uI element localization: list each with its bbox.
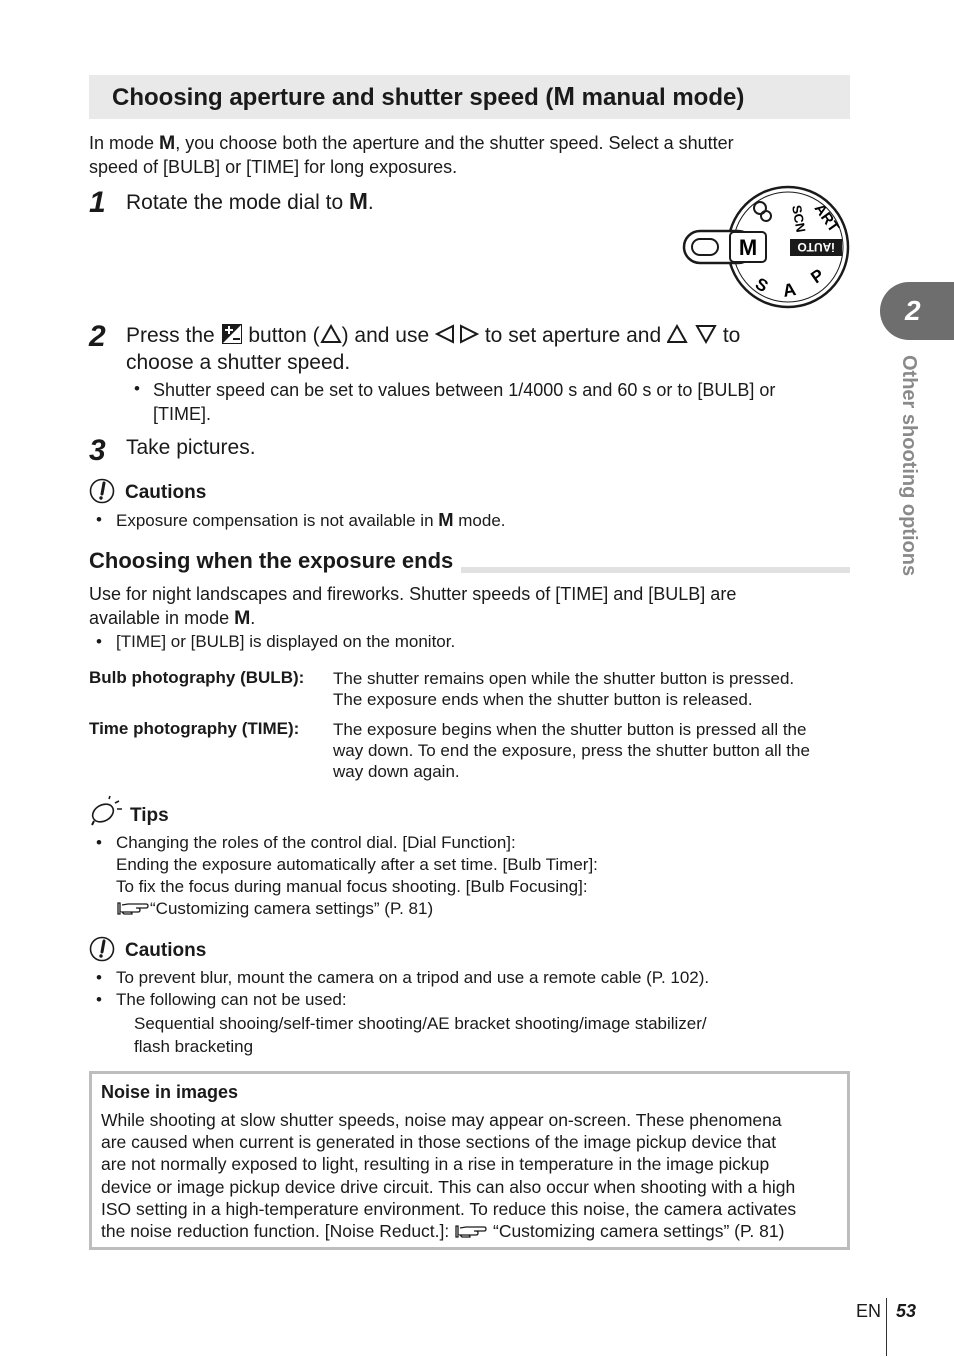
bullet-dot: • xyxy=(96,632,102,651)
bullet-dot: • xyxy=(96,510,102,529)
up-triangle-icon xyxy=(320,324,342,344)
step-number-3: 3 xyxy=(89,434,106,467)
bullet-dot: • xyxy=(96,968,102,987)
noise-box-title: Noise in images xyxy=(101,1082,239,1102)
left-right-arrows-icon xyxy=(435,324,479,344)
mode-dial-icon xyxy=(680,184,855,310)
exposure-compensation-icon xyxy=(221,323,243,345)
noise-box-body: While shooting at slow shutter speeds, noise may appear on-screen. These phenomena are caused when current is generated in those sections of the image pickup device that are not normally exposed to light, resulting in a rise in temperature in the image pickup device or image pickup device drive circuit. This can also occur when shooting with a high ISO setting in a high-temperature environment. To reduce this noise, the camera activates the noise reduction function. [Noise Reduct.]: “Customizing camera settings” (P. 81) xyxy=(101,1110,797,1242)
caution-2-sublist: Sequential shooing/self-timer shooting/AE bracket shooting/image stabilizer/ flash bracketing xyxy=(134,1014,707,1056)
dial-label-iauto: iAUTO xyxy=(797,240,835,254)
dial-label-scn: SCN xyxy=(789,203,809,234)
chapter-label: Other shooting options xyxy=(898,355,920,577)
cautions-heading-1: Cautions xyxy=(125,482,207,503)
section-2-paragraph: Use for night landscapes and fireworks. Shutter speeds of [TIME] and [BULB] are available in mode M. xyxy=(89,584,737,629)
caution-2-item-2: The following can not be used: xyxy=(116,990,347,1009)
bullet-dot: • xyxy=(96,990,102,1009)
footer-language: EN xyxy=(856,1301,882,1321)
tips-icon xyxy=(89,795,125,827)
caution-2-item-1: To prevent blur, mount the camera on a tripod and use a remote cable (P. 102). xyxy=(116,968,710,987)
reference-hand-icon xyxy=(116,900,150,916)
step-number-2: 2 xyxy=(89,320,106,353)
bullet-dot: • xyxy=(96,833,102,852)
chapter-number: 2 xyxy=(905,295,921,326)
bullet-dot: • xyxy=(134,379,140,398)
intro-paragraph: In mode M, you choose both the aperture and the shutter speed. Select a shutter speed of [BULB] or [TIME] for long exposures. xyxy=(89,132,734,177)
page-title xyxy=(112,83,744,112)
caution-1-item: Exposure compensation is not available in M mode. xyxy=(116,509,506,530)
bulb-term: Bulb photography (BULB): xyxy=(89,668,305,687)
dial-label-m: M xyxy=(738,235,758,260)
dial-label-art: ART xyxy=(810,200,843,236)
page-number: 53 xyxy=(896,1301,917,1321)
caution-icon xyxy=(89,936,115,962)
title-text-2: manual mode) xyxy=(574,84,745,111)
noise-info-box xyxy=(89,1071,850,1250)
dial-label-a: A xyxy=(781,278,798,301)
step-2-text: Press the button ( ) and use to set aperture and to choose a shutter speed. xyxy=(126,324,741,374)
tips-heading: Tips xyxy=(130,805,169,826)
step-number-1: 1 xyxy=(89,186,106,219)
exposure-ends-heading: Choosing when the exposure ends xyxy=(89,548,850,574)
reference-hand-icon xyxy=(454,1223,488,1239)
footer-divider xyxy=(886,1298,887,1356)
m-mode-glyph: M xyxy=(553,83,575,111)
bulb-definition: The shutter remains open while the shutter button is pressed. The exposure ends when the shutter button is released. xyxy=(333,669,795,709)
dial-label-s: S xyxy=(752,274,772,297)
section-title-bar xyxy=(89,75,850,119)
tips-list: Changing the roles of the control dial. [Dial Function]: Ending the exposure automatically after a set time. [Bulb Timer]: To fix the focus during manual focus shooting. [Bulb Focusing]: “Customizing camera settings” (P. 81) xyxy=(116,833,598,918)
step-2-bullet: Shutter speed can be set to values between 1/4000 s and 60 s or to [BULB] or [TIME]. xyxy=(153,380,776,424)
step-1-text: Rotate the mode dial to M. xyxy=(126,188,374,214)
time-term: Time photography (TIME): xyxy=(89,719,300,738)
m-mode-glyph: M xyxy=(159,132,176,154)
dial-label-p: P xyxy=(807,265,828,288)
up-down-arrows-icon xyxy=(667,324,717,344)
section-2-bullet: [TIME] or [BULB] is displayed on the monitor. xyxy=(116,632,456,651)
time-definition: The exposure begins when the shutter button is pressed all the way down. To end the exposure, press the shutter button all the way down again. xyxy=(333,720,810,781)
step-3-text: Take pictures. xyxy=(126,436,256,459)
caution-icon xyxy=(89,478,115,504)
chapter-tab xyxy=(880,282,954,340)
cautions-heading-2: Cautions xyxy=(125,940,207,961)
title-text-1: Choosing aperture and shutter speed ( xyxy=(112,84,554,111)
